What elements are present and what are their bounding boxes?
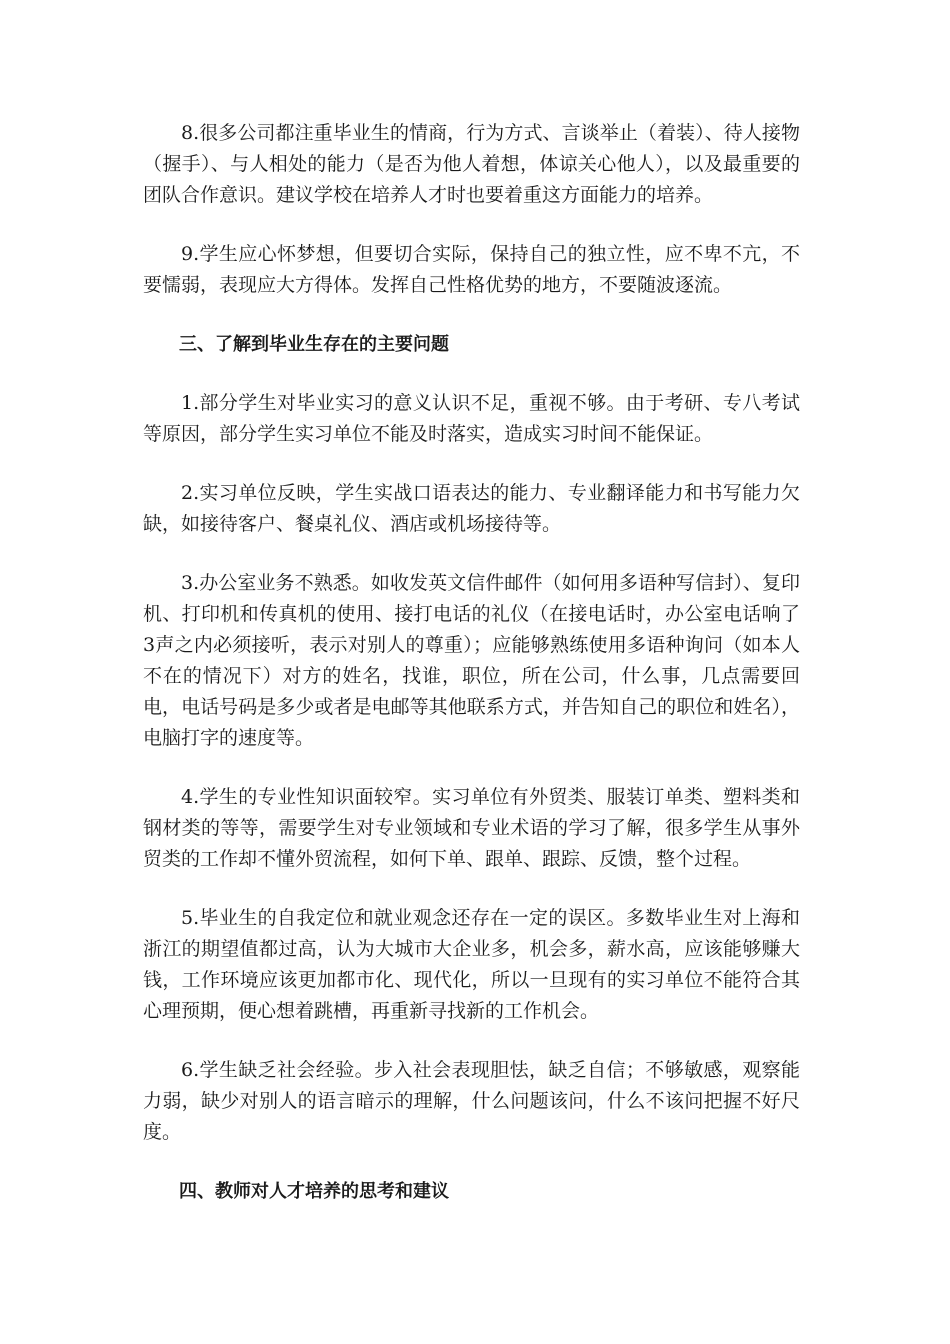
paragraph-item-8: 8.很多公司都注重毕业生的情商，行为方式、言谈举止（着装）、待人接物（握手）、与人相处的能力（是否为他人着想，体谅关心他人），以及最重要的团队合作意识。建议学校在培养人才时也要着重这方面能力的培养。 — [143, 122, 800, 206]
section-heading-4: 四、教师对人才培养的思考和建议 — [179, 1181, 449, 1202]
paragraph-problem-3: 3.办公室业务不熟悉。如收发英文信件邮件（如何用多语种写信封）、复印机、打印机和传真机的使用、接打电话的礼仪（在接电话时，办公室电话响了3声之内必须接听，表示对别人的尊重）；应能够熟练使用多语种询问（如本人不在的情况下）对方的姓名，找谁，职位，所在公司，什么事，几点需要回电，电话号码是多少或者是电邮等其他联系方式，并告知自己的职位和姓名），电脑打字的速度等。 — [143, 572, 800, 749]
paragraph-problem-1: 1.部分学生对毕业实习的意义认识不足，重视不够。由于考研、专八考试等原因，部分学生实习单位不能及时落实，造成实习时间不能保证。 — [143, 392, 800, 445]
paragraph-problem-2: 2.实习单位反映，学生实战口语表达的能力、专业翻译能力和书写能力欠缺，如接待客户、餐桌礼仪、酒店或机场接待等。 — [143, 482, 800, 535]
paragraph-problem-5: 5.毕业生的自我定位和就业观念还存在一定的误区。多数毕业生对上海和浙江的期望值都过高，认为大城市大企业多，机会多，薪水高，应该能够赚大钱，工作环境应该更加都市化、现代化，所以一旦现有的实习单位不能符合其心理预期，便心想着跳槽，再重新寻找新的工作机会。 — [143, 907, 800, 1022]
paragraph-problem-6: 6.学生缺乏社会经验。步入社会表现胆怯，缺乏自信；不够敏感，观察能力弱，缺少对别人的语言暗示的理解，什么问题该问，什么不该问把握不好尺度。 — [143, 1059, 800, 1143]
paragraph-problem-4: 4.学生的专业性知识面较窄。实习单位有外贸类、服装订单类、塑料类和钢材类的等等，需要学生对专业领域和专业术语的学习了解，很多学生从事外贸类的工作却不懂外贸流程，如何下单、跟单、跟踪、反馈，整个过程。 — [143, 786, 800, 870]
document-body — [143, 118, 800, 1235]
section-heading-3: 三、了解到毕业生存在的主要问题 — [179, 334, 449, 355]
paragraph-item-9: 9.学生应心怀梦想，但要切合实际，保持自己的独立性，应不卑不亢，不要懦弱，表现应大方得体。发挥自己性格优势的地方，不要随波逐流。 — [143, 243, 800, 296]
